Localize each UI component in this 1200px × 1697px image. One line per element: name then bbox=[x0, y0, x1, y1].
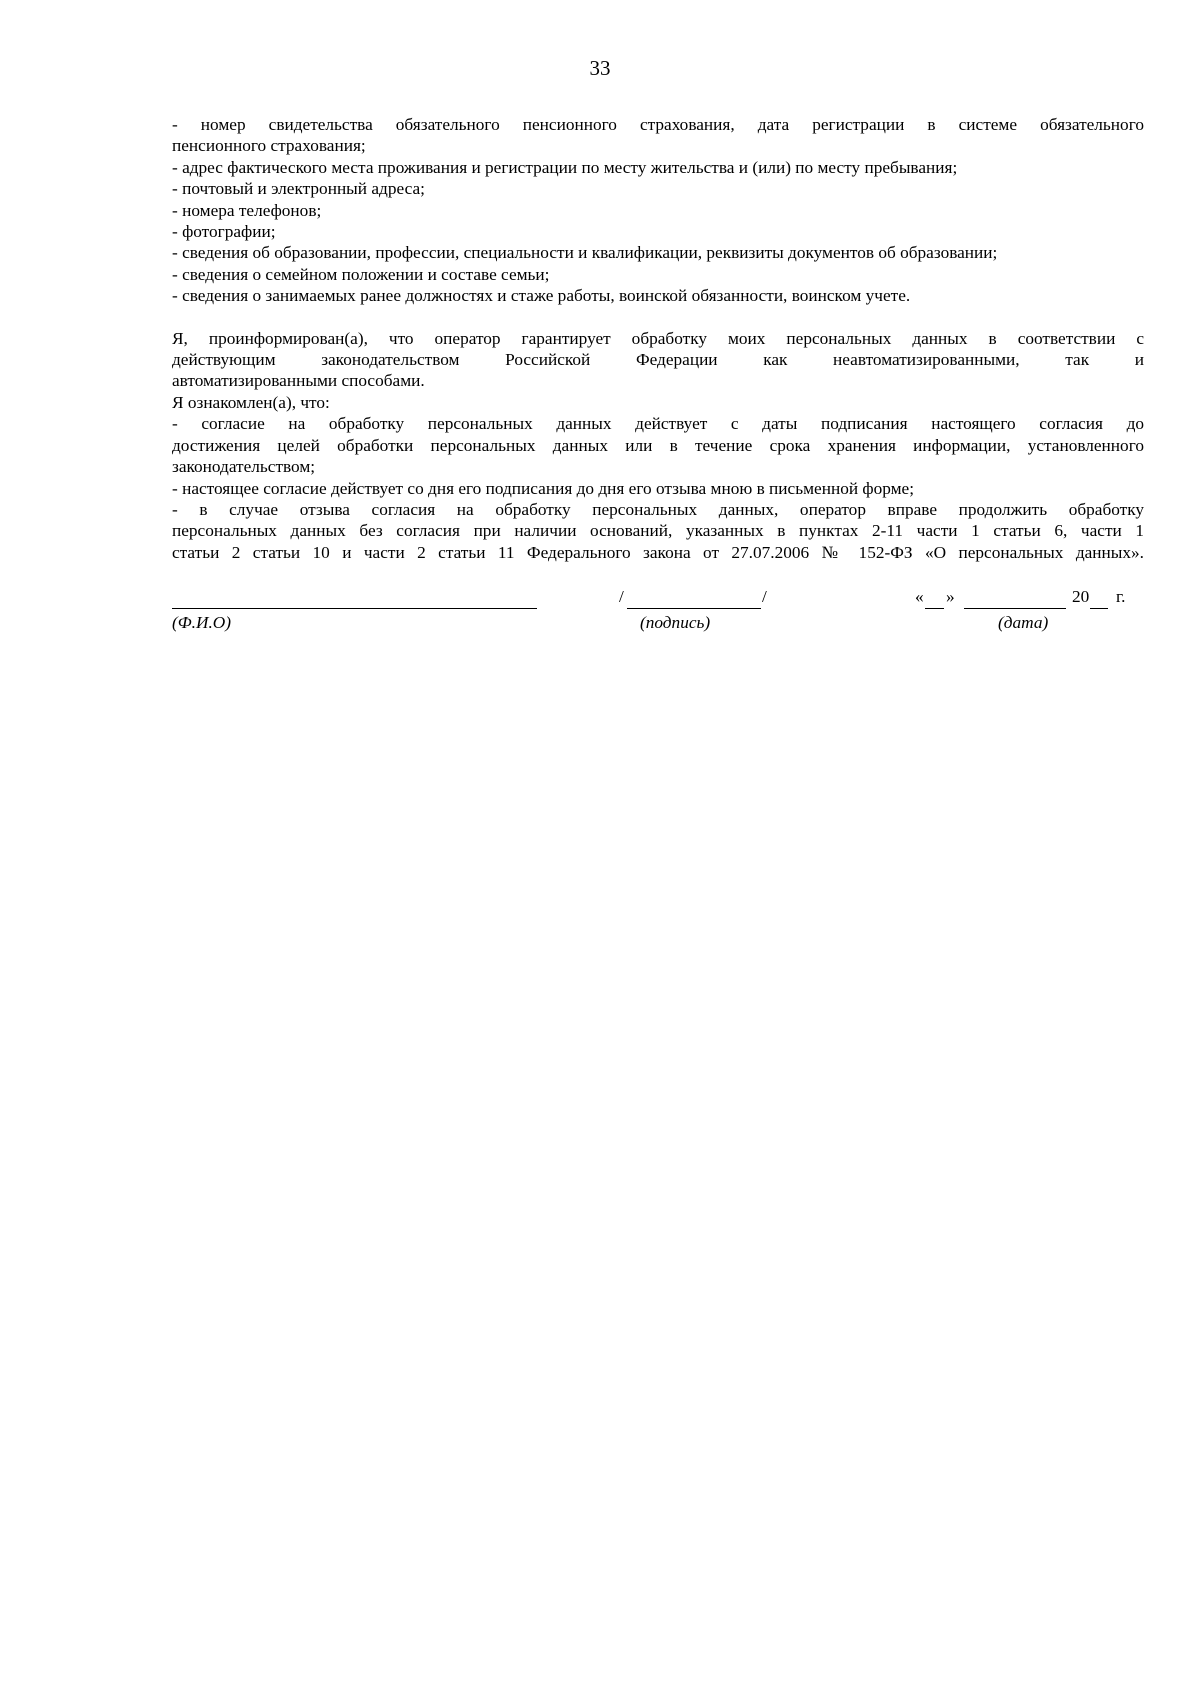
list-item: пенсионного страхования; bbox=[172, 136, 366, 156]
document-body bbox=[172, 114, 1144, 563]
list-item: - фотографии; bbox=[172, 222, 276, 242]
signature-slash-left: / bbox=[619, 587, 624, 606]
consent-line: статьи 2 статьи 10 и части 2 статьи 11 Федерального закона от 27.07.2006 № 152-ФЗ «О персональных данных». bbox=[172, 542, 1144, 562]
consent-line: законодательством; bbox=[172, 457, 316, 477]
date-close-quote: » bbox=[946, 587, 955, 606]
date-open-quote: « bbox=[915, 587, 924, 606]
signature-field-line[interactable] bbox=[627, 608, 761, 609]
date-year-prefix: 20 bbox=[1072, 587, 1090, 606]
consent-line: Я, проинформирован(а), что оператор гарантирует обработку моих персональных данных в соответствии с bbox=[172, 328, 1144, 348]
consent-line: - настоящее согласие действует со дня его подписания до дня его отзыва мною в письменной форме; bbox=[172, 478, 915, 498]
consent-line: автоматизированными способами. bbox=[172, 371, 425, 391]
page-number: 33 bbox=[589, 56, 611, 80]
list-item: - номер свидетельства обязательного пенсионного страхования, дата регистрации в системе обязательного bbox=[172, 115, 1144, 134]
list-item: - номера телефонов; bbox=[172, 200, 322, 220]
consent-line: Я ознакомлен(а), что: bbox=[172, 392, 330, 412]
fio-field-line[interactable] bbox=[172, 608, 537, 609]
consent-line: - согласие на обработку персональных данных действует с даты подписания настоящего согласия до bbox=[172, 414, 1144, 434]
consent-line: достижения целей обработки персональных данных или в течение срока хранения информации, установленного bbox=[172, 435, 1144, 455]
list-item: - почтовый и электронный адреса; bbox=[172, 179, 425, 199]
list-item: - сведения о семейном положении и составе семьи; bbox=[172, 264, 550, 284]
date-label: (дата) bbox=[998, 613, 1049, 632]
consent-line: - в случае отзыва согласия на обработку персональных данных, оператор вправе продолжить обработку bbox=[172, 499, 1144, 519]
date-month-line[interactable] bbox=[964, 608, 1066, 609]
consent-line: персональных данных без согласия при наличии оснований, указанных в пунктах 2-11 части 1 статьи 6, части 1 bbox=[172, 521, 1144, 541]
date-year-suffix: г. bbox=[1116, 587, 1126, 606]
signature-label: (подпись) bbox=[640, 613, 711, 632]
list-item: - сведения об образовании, профессии, специальности и квалификации, реквизиты документов об образовании; bbox=[172, 243, 998, 263]
list-item: - адрес фактического места проживания и регистрации по месту жительства и (или) по месту пребывания; bbox=[172, 157, 958, 177]
list-item: - сведения о занимаемых ранее должностях и стаже работы, воинской обязанности, воинском учете. bbox=[172, 286, 911, 306]
consent-line: действующим законодательством Российской Федерации как неавтоматизированными, так и bbox=[172, 350, 1144, 370]
fio-label: (Ф.И.О) bbox=[172, 613, 232, 632]
date-day-line[interactable] bbox=[925, 608, 944, 609]
paragraph-gap bbox=[172, 307, 1144, 328]
signature-slash-right: / bbox=[762, 587, 767, 606]
date-year-line[interactable] bbox=[1090, 608, 1108, 609]
signature-block bbox=[172, 586, 1144, 646]
